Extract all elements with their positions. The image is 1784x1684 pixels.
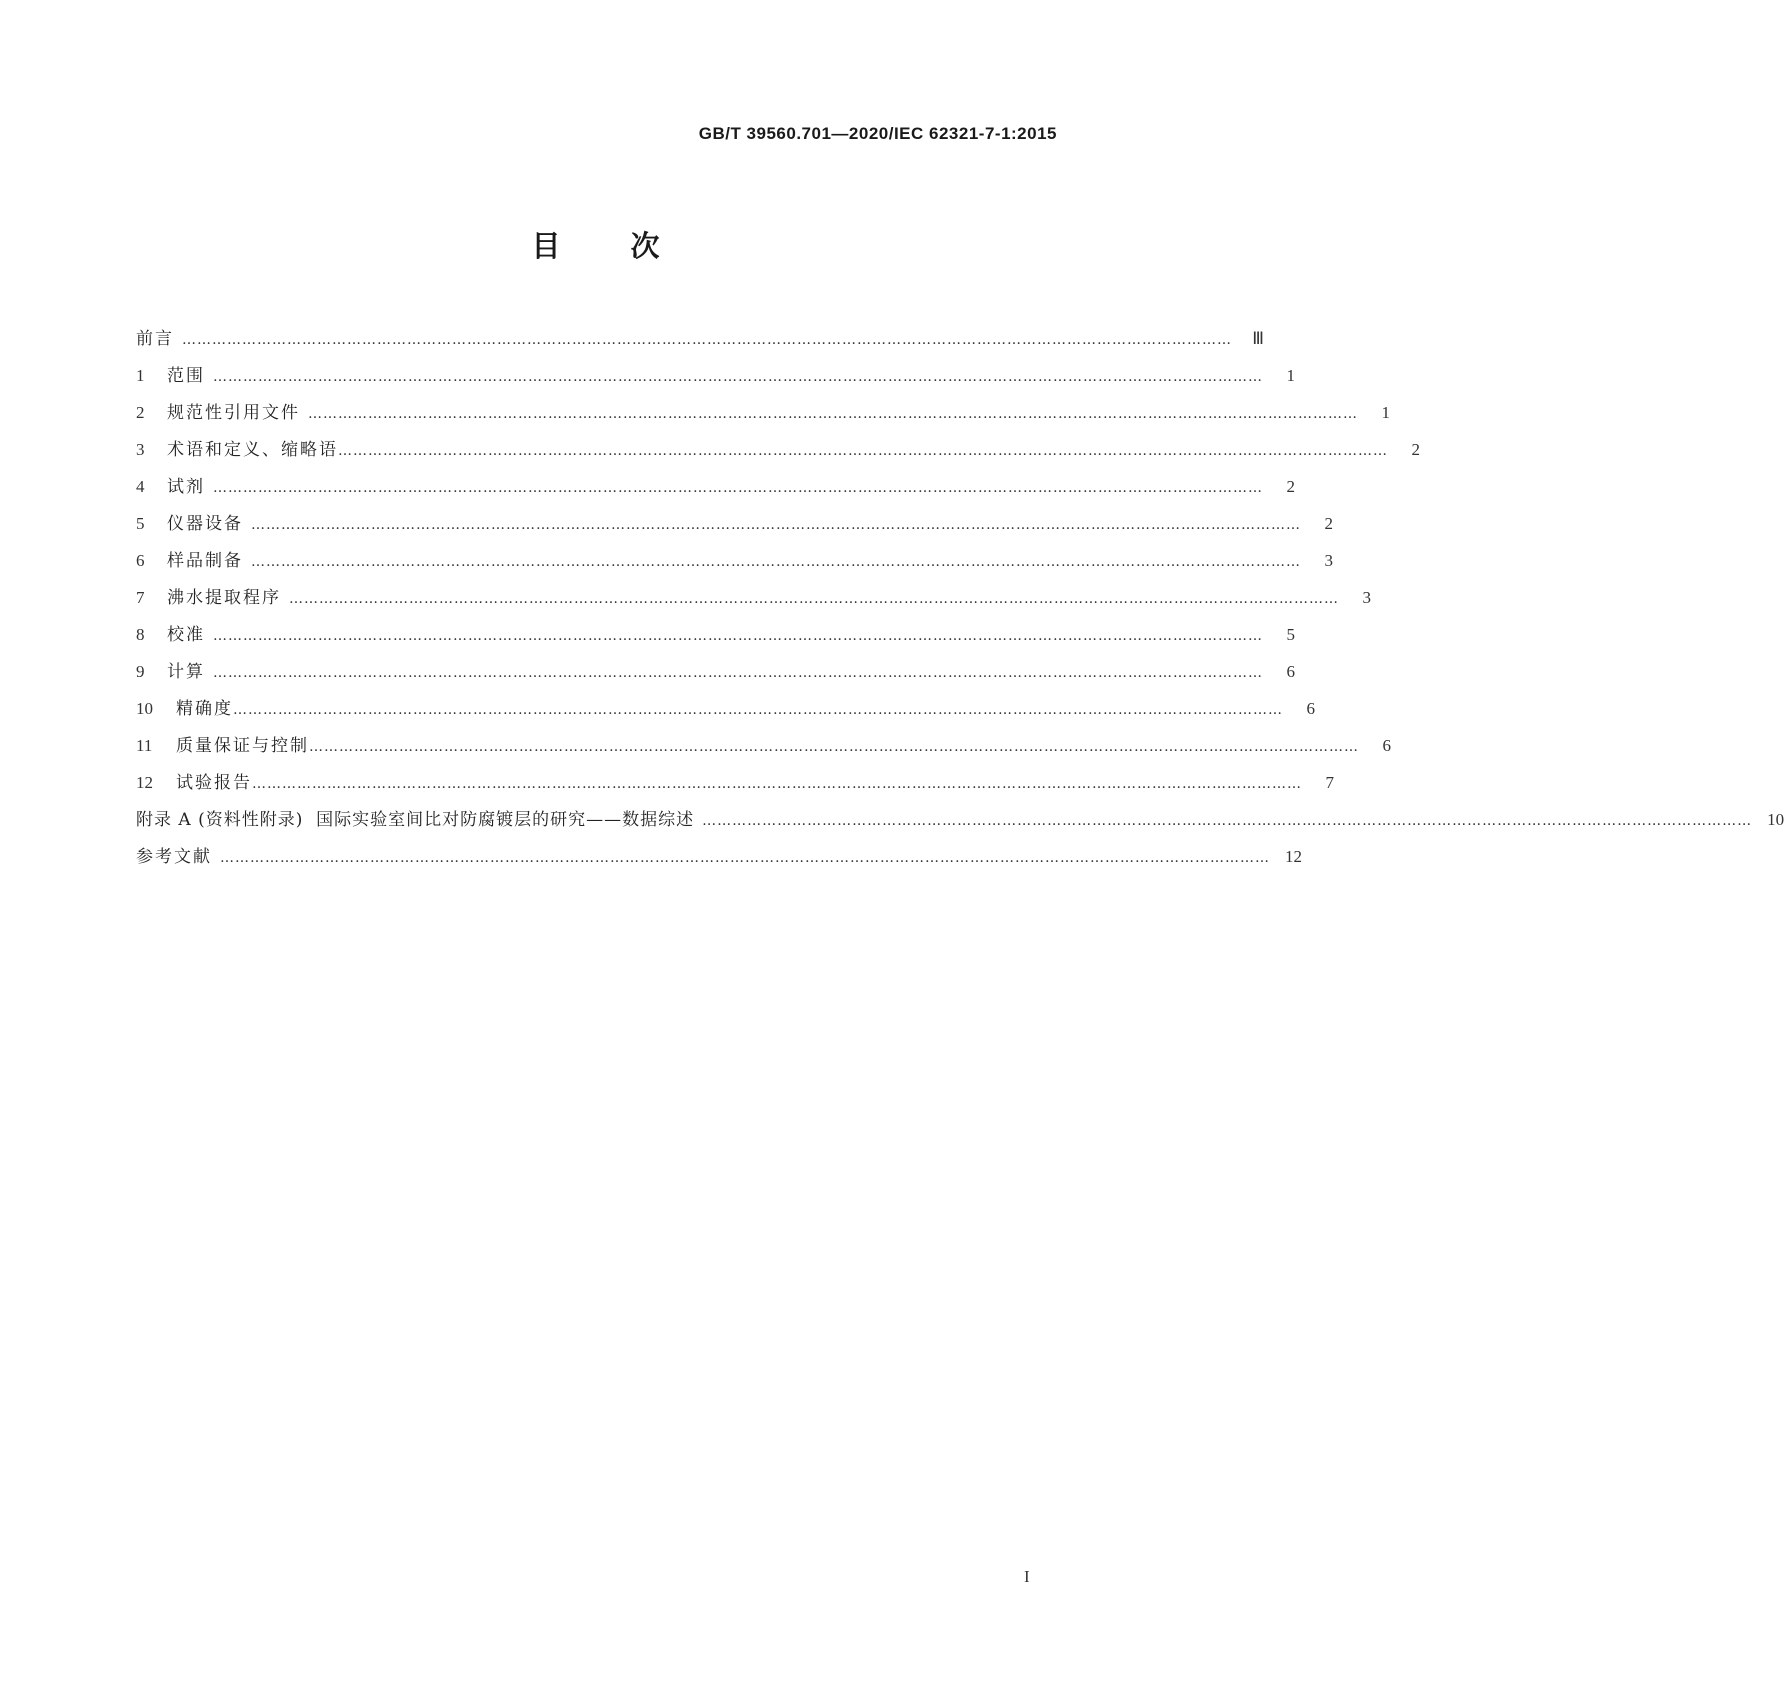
toc-leader-dots: …………………………………………………………………………………………………………………………………………………………………………………………	[289, 591, 1339, 607]
toc-entry-title: 校准	[167, 625, 205, 645]
toc-entry-4[interactable]	[136, 476, 1295, 513]
toc-page-number: 2	[1286, 477, 1295, 496]
toc-entry-title: 质量保证与控制	[176, 736, 309, 756]
standard-number: GB/T 39560.701—2020/IEC 62321-7-1:2015	[698, 124, 1057, 143]
toc-leader-dots: …………………………………………………………………………………………………………………………………………………………………………………………	[252, 776, 1302, 792]
toc-page-number: 3	[1362, 588, 1371, 607]
toc-leader-dots: …………………………………………………………………………………………………………………………………………………………………………………………	[182, 332, 1232, 348]
toc-page-number: 3	[1324, 551, 1333, 570]
toc-entry-title: 试验报告	[176, 773, 252, 793]
toc-entry-title: 计算	[167, 662, 205, 682]
toc-section-number: 5	[136, 514, 145, 533]
toc-entry-2[interactable]	[136, 402, 1390, 439]
toc-section-number: 1	[136, 366, 145, 385]
toc-section-number: 6	[136, 551, 145, 570]
page-number: I	[1024, 1567, 1030, 1586]
toc-entry-1[interactable]	[136, 365, 1295, 402]
toc-page-number: 5	[1286, 625, 1295, 644]
toc-page-number: 2	[1411, 440, 1420, 459]
toc-leader-dots: …………………………………………………………………………………………………………………………………………………………………………………………	[251, 517, 1301, 533]
toc-leader-dots: …………………………………………………………………………………………………………………………………………………………………………………………	[309, 739, 1359, 755]
toc-entry-annex-a[interactable]	[136, 809, 1784, 846]
toc-section-number: 4	[136, 477, 145, 496]
toc-leader-dots: …………………………………………………………………………………………………………………………………………………………………………………………	[702, 813, 1753, 829]
toc-leader-dots: …………………………………………………………………………………………………………………………………………………………………………………………	[213, 369, 1263, 385]
toc-page-number: 6	[1382, 736, 1391, 755]
toc-section-number: 7	[136, 588, 145, 607]
toc-page-number: 12	[1285, 847, 1302, 866]
toc-entry-10[interactable]	[136, 698, 1315, 735]
toc-entry-title: 术语和定义、缩略语	[167, 440, 338, 460]
toc-page-number: 6	[1286, 662, 1295, 681]
toc-entry-title: 试剂	[167, 477, 205, 497]
toc-section-number: 10	[136, 699, 153, 718]
toc-page-number: 10	[1767, 810, 1784, 829]
toc-section-number: 2	[136, 403, 145, 422]
toc-entry-foreword[interactable]	[136, 328, 1264, 365]
toc-page-number: 1	[1286, 366, 1295, 385]
toc-entry-title: 仪器设备	[167, 514, 243, 534]
toc-section-number: 12	[136, 773, 153, 792]
toc-page-number: 2	[1324, 514, 1333, 533]
toc-entry-9[interactable]	[136, 661, 1295, 698]
toc-leader-dots: …………………………………………………………………………………………………………………………………………………………………………………………	[213, 628, 1263, 644]
toc-entry-title: 参考文献	[136, 847, 212, 867]
toc-entry-title: 沸水提取程序	[167, 588, 281, 608]
toc-page-number: 6	[1306, 699, 1315, 718]
toc-leader-dots: …………………………………………………………………………………………………………………………………………………………………………………………	[233, 702, 1283, 718]
toc-page-number: Ⅲ	[1252, 329, 1264, 348]
toc-entry-title: 精确度	[176, 699, 233, 719]
toc-entry-bibliography[interactable]	[136, 846, 1302, 883]
toc-leader-dots: …………………………………………………………………………………………………………………………………………………………………………………………	[213, 665, 1263, 681]
toc-entry-5[interactable]	[136, 513, 1333, 550]
toc-entry-title: 前言	[136, 329, 174, 349]
toc-section-number: 8	[136, 625, 145, 644]
toc-entry-6[interactable]	[136, 550, 1333, 587]
toc-entry-3[interactable]	[136, 439, 1420, 476]
table-of-contents	[136, 328, 1784, 883]
page-title: 目次	[531, 229, 730, 263]
toc-page-number: 7	[1325, 773, 1334, 792]
toc-leader-dots: …………………………………………………………………………………………………………………………………………………………………………………………	[251, 554, 1301, 570]
toc-entry-title: 规范性引用文件	[167, 403, 300, 423]
toc-entry-12[interactable]	[136, 772, 1334, 809]
toc-entry-7[interactable]	[136, 587, 1371, 624]
toc-leader-dots: …………………………………………………………………………………………………………………………………………………………………………………………	[220, 850, 1270, 866]
toc-leader-dots: …………………………………………………………………………………………………………………………………………………………………………………………	[213, 480, 1263, 496]
toc-entry-title: 附录 A (资料性附录) 国际实验室间比对防腐镀层的研究——数据综述	[136, 810, 695, 830]
toc-leader-dots: …………………………………………………………………………………………………………………………………………………………………………………………	[308, 406, 1358, 422]
toc-section-number: 9	[136, 662, 145, 681]
toc-leader-dots: …………………………………………………………………………………………………………………………………………………………………………………………	[338, 443, 1388, 459]
toc-section-number: 11	[136, 736, 153, 755]
toc-entry-8[interactable]	[136, 624, 1295, 661]
toc-entry-11[interactable]	[136, 735, 1391, 772]
toc-section-number: 3	[136, 440, 145, 459]
toc-entry-title: 范围	[167, 366, 205, 386]
toc-page-number: 1	[1381, 403, 1390, 422]
toc-entry-title: 样品制备	[167, 551, 243, 571]
